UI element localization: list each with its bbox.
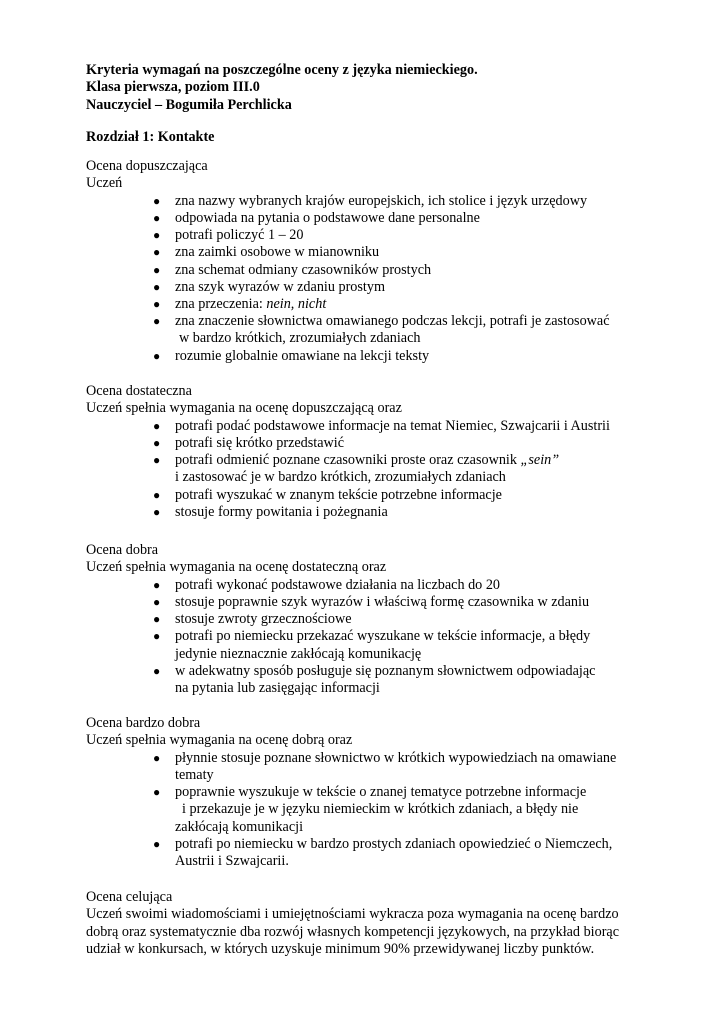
grade-subject: Uczeń (86, 175, 123, 192)
bullet-icon: ● (153, 612, 161, 627)
italic-negations: nein, nicht (266, 296, 327, 312)
chapter-heading: Rozdział 1: Kontakte (86, 129, 215, 145)
list-item: ● odpowiada na pytania o podstawowe dane personalne (153, 209, 480, 226)
list-item: ● potrafi po niemiecku w bardzo prostych zdaniach opowiedzieć o Niemczech, Austrii i Szwajcarii. (153, 835, 613, 869)
bullet-icon: ● (153, 785, 161, 800)
bullet-icon: ● (153, 262, 161, 277)
bullet-icon: ● (153, 594, 161, 609)
criteria-list (86, 577, 646, 697)
criteria-list (86, 193, 646, 365)
list-item: ● poprawnie wyszukuje w tekście o znanej tematyce potrzebne informacje i przekazuje je w języku niemieckim w krótkich zdaniach, a błędy nie zakłócają komunikacji (153, 784, 587, 835)
list-item: ● potrafi wyszukać w znanym tekście potrzebne informacje (153, 486, 502, 503)
bullet-icon: ● (153, 193, 161, 208)
bullet-icon: ● (153, 487, 161, 502)
grade-title: Ocena dobra (86, 542, 159, 558)
list-item: ● potrafi się krótko przedstawić (153, 434, 345, 451)
bullet-icon: ● (153, 750, 161, 765)
bullet-icon: ● (153, 245, 161, 260)
grade-title: Ocena celująca (86, 889, 173, 905)
bullet-icon: ● (153, 418, 161, 433)
grade-subject: Uczeń spełnia wymagania na ocenę dobrą oraz (86, 732, 353, 749)
list-item: ● stosuje poprawnie szyk wyrazów i właściwą formę czasownika w zdaniu (153, 593, 590, 610)
grade-title: Ocena dopuszczająca (86, 158, 208, 174)
list-item: ● zna zaimki osobowe w mianowniku (153, 244, 380, 261)
list-item: ● potrafi po niemiecku przekazać wyszukane w tekście informacje, a błędy jedynie nieznacznie zakłócają komunikację (153, 628, 591, 662)
grade-section-excellent (86, 889, 646, 959)
list-item: ● zna znaczenie słownictwa omawianego podczas lekcji, potrafi je zastosować w bardzo krótkich, zrozumiałych zdaniach (153, 313, 610, 347)
italic-verb-sein: „sein” (520, 452, 560, 469)
document-title: Kryteria wymagań na poszczególne oceny z języka niemieckiego. (86, 62, 478, 78)
grade-title: Ocena dostateczna (86, 383, 192, 399)
grade-section-satisfactory (86, 383, 646, 521)
list-item: ● potrafi wykonać podstawowe działania na liczbach do 20 (153, 576, 501, 593)
bullet-icon: ● (153, 314, 161, 329)
list-item: ● potrafi odmienić poznane czasowniki proste oraz czasownik „sein” i zastosować je w bardzo krótkich, zrozumiałych zdaniach (153, 452, 560, 486)
bullet-icon: ● (153, 348, 161, 363)
bullet-icon: ● (153, 279, 161, 294)
bullet-icon: ● (153, 629, 161, 644)
grade-title: Ocena bardzo dobra (86, 715, 201, 731)
bullet-icon: ● (153, 504, 161, 519)
bullet-icon: ● (153, 210, 161, 225)
bullet-icon: ● (153, 453, 161, 468)
list-item: ● stosuje formy powitania i pożegnania (153, 503, 388, 520)
bullet-icon: ● (153, 836, 161, 851)
list-item: ● zna przeczenia: nein, nicht (153, 296, 327, 312)
list-item: ● rozumie globalnie omawiane na lekcji teksty (153, 347, 430, 364)
list-item: ● zna szyk wyrazów w zdaniu prostym (153, 278, 385, 295)
list-item: ● potrafi policzyć 1 – 20 (153, 227, 304, 244)
list-item: ● zna nazwy wybranych krajów europejskich, ich stolice i język urzędowy (153, 192, 588, 209)
grade-subject: Uczeń spełnia wymagania na ocenę dostateczną oraz (86, 559, 387, 576)
class-level: Klasa pierwsza, poziom III.0 (86, 79, 260, 96)
bullet-icon: ● (153, 435, 161, 450)
list-item: ● potrafi podać podstawowe informacje na temat Niemiec, Szwajcarii i Austrii (153, 417, 610, 434)
criteria-list (86, 418, 646, 521)
list-item: ● stosuje zwroty grzecznościowe (153, 611, 352, 628)
list-item: ● płynnie stosuje poznane słownictwo w krótkich wypowiedziach na omawiane tematy (153, 749, 617, 783)
list-item: ● w adekwatny sposób posługuje się poznanym słownictwem odpowiadając na pytania lub zasięgając informacji (153, 662, 596, 696)
criteria-list (86, 750, 646, 870)
document-header (86, 62, 478, 114)
grade-subject: Uczeń spełnia wymagania na ocenę dopuszczającą oraz (86, 400, 402, 417)
grade-section-good (86, 542, 646, 697)
bullet-icon: ● (153, 297, 161, 311)
excellent-description: Uczeń swoimi wiadomościami i umiejętnościami wykracza poza wymagania na ocenę bardzo dobrą oraz systematycznie dba rozwój własnych kompetencji językowych, na przykład biorąc udział w konkursach, w których uzyskuje minimum 90% przewidywanej liczby punktów. (86, 906, 620, 958)
teacher-name: Nauczyciel – Bogumiła Perchlicka (86, 96, 292, 113)
list-item: ● zna schemat odmiany czasowników prostych (153, 261, 432, 278)
grade-section-very-good (86, 715, 646, 870)
bullet-icon: ● (153, 577, 161, 592)
grade-section-sufficient (86, 158, 646, 365)
bullet-icon: ● (153, 663, 161, 678)
bullet-icon: ● (153, 228, 161, 243)
